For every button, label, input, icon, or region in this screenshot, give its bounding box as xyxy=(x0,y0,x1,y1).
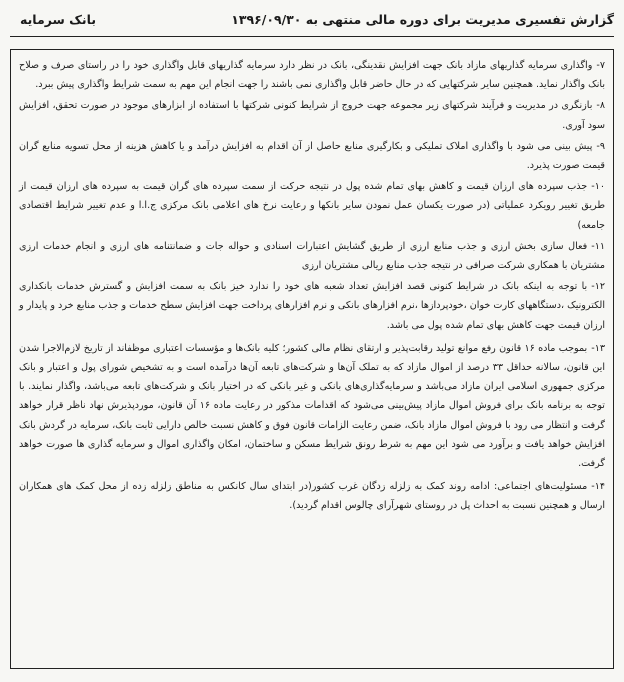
item-text: فعال سازی بخش ارزی و جذب منابع ارزی از طریق گشایش اعتبارات اسنادی و حواله جات و ضمانتنامه های ارزی و انجام خدمات ارزی مشتریان با همکاری شرکت صرافی در نتیجه جذب منابع ریالی مشتریان ارزی xyxy=(19,240,605,272)
bank-name: بانک سرمایه xyxy=(20,12,97,27)
item-number: ۱۱- xyxy=(591,240,605,252)
item-text: بموجب ماده ۱۶ قانون رفع موانع تولید رقابت‌پذیر و ارتقای نظام مالی کشور؛ کلیه بانک‌ها و مؤسسات اعتباری موظفاند از تاریخ لازم‌الاجرا شدن این قانون، سالانه حداقل ۳۳ درصد از اموال مازاد که به تملک آن‌ها و شرکت‌های تابعه آن‌ها درآمده است و به تشخیص شورای پول و اعتبار و بانک مرکزی جمهوری اسلامی ایران مازاد می‌باشد و سرمایه‌گذاری‌های بانکی و غیر بانکی که در اختیار بانک و شرکت‌های تابعه می‌باشد، واگذار نمایند. با توجه به برنامه بانک برای فروش اموال مازاد پیش‌بینی می‌شود که اقدامات مذکور در رعایت ماده ۱۶ آن قانون، موردپذیرش نهاد ناظر قرار خواهد گرفت و انتظار می رود با فروش اموال مازاد بانک، ضمن رعایت الزامات قانون فوق و کاهش نسبت خالص دارایی ثابت بانک، سرمایه در گردش بانک افزایش خواهد یافت و برآورد می شود این مهم به شرط رونق شرایط مسکن و ساختمان، امکان واگذاری اموال و سرمایه گذاری ها صورت خواهد گرفت. xyxy=(19,342,605,470)
item-text: با توجه به اینکه بانک در شرایط کنونی قصد افزایش تعداد شعبه های خود را ندارد خیز بانک به سمت افزایش و گسترش خدمات بانکداری الکترونیک ،دستگاههای کارت خوان ،خودپردازها ،نرم افزارهای بانکی و نرم افزارهای پرداخت جهت افزایش سطح خدمات و جذب منابع خرد و پایدار و ارزان قیمت جهت کاهش بهای تمام شده پول می باشد. xyxy=(19,281,605,331)
item-text: پیش بینی می شود با واگذاری املاک تملیکی و بکارگیری منابع حاصل از آن اقدام به افزایش درآمد و یا کاهش هزینه از محل تسویه منابع گران قیمت صورت پذیرد. xyxy=(19,140,605,172)
list-item xyxy=(19,96,605,134)
item-number: ۸- xyxy=(596,100,605,112)
item-text: مسئولیت‌های اجتماعی: ادامه روند کمک به زلزله زدگان غرب کشور(در ابتدای سال کانکس به مناطق زلزله زده از محل کمک های همکاران ارسال و همچنین نسبت به احداث پل در روستای شهرآرای چالوس اقدام گردید). xyxy=(19,481,605,512)
list-item xyxy=(19,137,605,175)
content-frame xyxy=(10,49,614,669)
list-item xyxy=(19,277,605,335)
item-text: بازنگری در مدیریت و فرآیند شرکتهای زیر مجموعه جهت خروج از شرایط کنونی شرکتها با استفاده از ابزارهای موجود در صورت تحقق، افزایش سود آوری. xyxy=(19,100,605,131)
report-title: گزارش تفسیری مدیریت برای دوره مالی منتهی به ۱۳۹۶/۰۹/۳۰ xyxy=(231,12,614,27)
item-number: ۹- xyxy=(596,140,605,152)
list-item xyxy=(19,477,605,515)
list-item xyxy=(19,56,605,94)
page-header xyxy=(10,6,614,37)
list-item xyxy=(19,339,605,473)
item-text: جذب سپرده های ارزان قیمت و کاهش بهای تمام شده پول در نتیجه حرکت از سمت سپرده های گران قیمت به سپرده های ارزان قیمت از طریق تغییر رویکرد عملیاتی (در صورت یکسان عمل نمودن سایر بانکها و رعایت نرخ های اعلامی بانک مرکزی ج.ا.ا و عدم تغییر شرایط اقتصادی جامعه) xyxy=(19,181,605,231)
item-text: واگذاری سرمایه گذاریهای مازاد بانک جهت افزایش نقدینگی، بانک در نظر دارد سرمایه گذاریهای قابل واگذاری خود را در راستای صرف و صلاح بانک واگذار نماید. همچنین سایر شرکتهایی که در حال حاضر قابل واگذاری نمی باشند را جهت انجام این مهم به سمت شرایط واگذاری پیش ببرد. xyxy=(19,60,605,91)
item-number: ۷- xyxy=(596,60,605,71)
item-number: ۱۳- xyxy=(591,342,606,354)
list-item xyxy=(19,177,605,235)
list-item xyxy=(19,237,605,275)
item-number: ۱۰- xyxy=(591,181,605,193)
item-number: ۱۴- xyxy=(591,481,605,493)
item-number: ۱۲- xyxy=(591,281,605,293)
